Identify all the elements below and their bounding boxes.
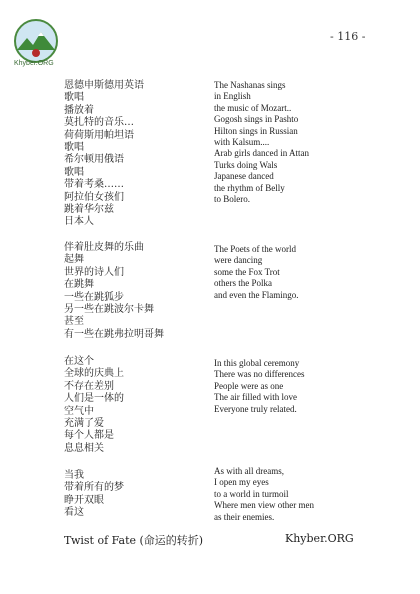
verse-line: Arab girls danced in Attan bbox=[214, 148, 309, 159]
verse-line: People were as one bbox=[214, 380, 284, 391]
verse-line: 带着所有的梦 bbox=[64, 482, 124, 494]
verse-line: 睁开双眼 bbox=[64, 494, 104, 506]
footer-site: Khyber.ORG bbox=[285, 532, 354, 545]
verse-line: 阿拉伯女孩们 bbox=[64, 191, 124, 203]
verse-line: Where men view other men bbox=[214, 500, 314, 511]
verse-line: 一些在跳狐步 bbox=[64, 291, 124, 303]
verse-line: 在这个 bbox=[64, 356, 94, 367]
stanza-1-chinese bbox=[64, 80, 144, 229]
stanza-1-english bbox=[214, 80, 309, 205]
stanza-2-chinese bbox=[64, 242, 164, 341]
verse-line: were dancing bbox=[214, 255, 263, 266]
verse-line: 伴着肚皮舞的乐曲 bbox=[64, 242, 144, 253]
verse-line: 人们是一体的 bbox=[64, 393, 124, 405]
stanza-3-chinese bbox=[64, 356, 124, 455]
verse-line: 息息相关 bbox=[64, 442, 104, 454]
verse-line: 在跳舞 bbox=[64, 279, 94, 291]
khyber-logo bbox=[13, 18, 59, 64]
verse-line: 歌唱 bbox=[64, 166, 84, 178]
verse-line: 当我 bbox=[64, 470, 84, 481]
verse-line: Japanese danced bbox=[214, 171, 274, 182]
verse-line: 另一些在跳波尔卡舞 bbox=[64, 304, 154, 316]
verse-line: with Kalsum.... bbox=[214, 137, 270, 148]
verse-line: 荷荷斯用帕坦语 bbox=[64, 129, 134, 141]
verse-line: as their enemies. bbox=[214, 511, 275, 522]
verse-line: 歌唱 bbox=[64, 142, 84, 154]
verse-line: As with all dreams, bbox=[214, 466, 284, 476]
verse-line: 播放着 bbox=[64, 104, 94, 116]
verse-line: 莫扎特的音乐… bbox=[64, 117, 134, 129]
verse-line: 看这 bbox=[64, 507, 84, 519]
verse-line: The Poets of the world bbox=[214, 244, 296, 254]
verse-line: the music of Mozart.. bbox=[214, 102, 292, 113]
verse-line: 空气中 bbox=[64, 405, 94, 417]
verse-line: in English bbox=[214, 91, 251, 102]
verse-line: 希尔顿用俄语 bbox=[64, 154, 124, 166]
verse-line: 每个人都是 bbox=[64, 430, 114, 442]
verse-line: Turks doing Wals bbox=[214, 159, 278, 170]
stanza-2-english bbox=[214, 244, 298, 301]
verse-line: 充满了爱 bbox=[64, 418, 104, 430]
verse-line: 不存在差别 bbox=[64, 380, 114, 392]
verse-line: 全球的庆典上 bbox=[64, 368, 124, 380]
stanza-3-english bbox=[214, 358, 305, 415]
verse-line: 跳着华尔兹 bbox=[64, 204, 114, 216]
verse-line: and even the Flamingo. bbox=[214, 289, 299, 300]
footer-title: Twist of Fate (命运的转折) bbox=[64, 534, 204, 547]
verse-line: The Nashanas sings bbox=[214, 80, 286, 90]
page-number: - 116 - bbox=[330, 30, 366, 43]
verse-line: Hilton sings in Russian bbox=[214, 125, 298, 136]
verse-line: There was no differences bbox=[214, 369, 305, 380]
verse-line: 甚至 bbox=[64, 316, 84, 328]
logo-text: Khyber.ORG bbox=[14, 60, 54, 67]
verse-line: Gogosh sings in Pashto bbox=[214, 114, 299, 125]
verse-line: 日本人 bbox=[64, 216, 94, 228]
verse-line: some the Fox Trot bbox=[214, 266, 280, 277]
verse-line: The air filled with love bbox=[214, 392, 297, 403]
stanza-4-chinese bbox=[64, 470, 124, 520]
verse-line: 带着考桑…… bbox=[64, 179, 124, 191]
verse-line: Everyone truly related. bbox=[214, 403, 297, 414]
verse-line: to Bolero. bbox=[214, 194, 250, 205]
verse-line: 歌唱 bbox=[64, 92, 84, 104]
verse-line: the rhythm of Belly bbox=[214, 182, 285, 193]
verse-line: to a world in turmoil bbox=[214, 488, 289, 499]
stanza-4-english bbox=[214, 466, 314, 523]
verse-line: 世界的诗人们 bbox=[64, 266, 124, 278]
verse-line: 起舞 bbox=[64, 254, 84, 266]
verse-line: 有一些在跳弗拉明哥舞 bbox=[64, 328, 164, 340]
verse-line: others the Polka bbox=[214, 278, 272, 289]
verse-line: I open my eyes bbox=[214, 477, 269, 488]
verse-line: 恩德申斯德用英语 bbox=[64, 80, 144, 91]
verse-line: In this global ceremony bbox=[214, 358, 300, 368]
